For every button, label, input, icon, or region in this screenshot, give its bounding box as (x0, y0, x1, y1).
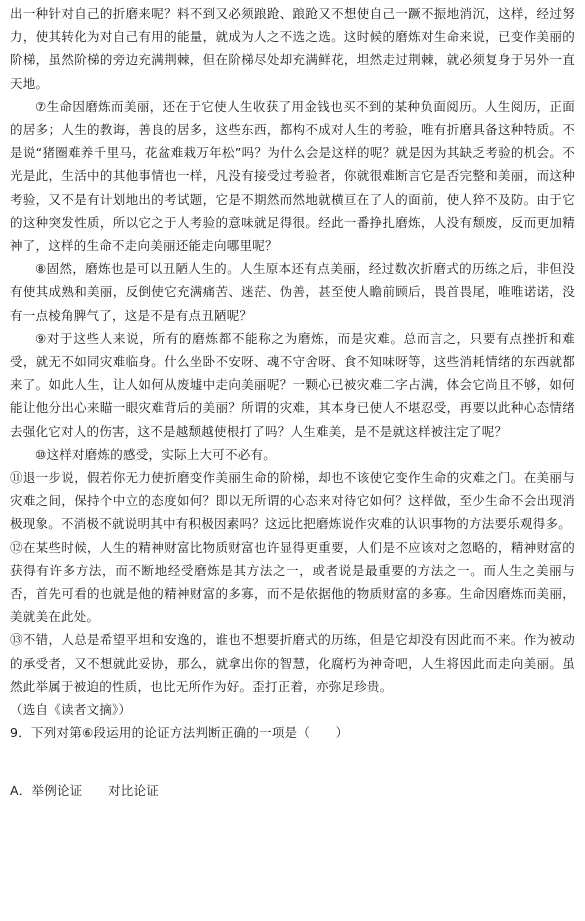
paragraph-8: ⑧固然，磨炼也是可以丑陋人生的。人生原本还有点美丽，经过数次折磨式的历练之后，非但没有使其成熟和美丽，反倒使它充满痛苦、迷茫、伪善，甚至使人瞻前顾后，畏首畏尾，唯唯诺诺，没有一点棱角脾气了，这是不是有点丑陋呢？ (10, 261, 575, 323)
paragraph-continued: 出一种针对自己的折磨来呢？料不到又必须踉跄、踉跄又不想使自己一蹶不振地消沉，这样，经过努力，使其转化为对自己有用的能量，就成为人之不选之选。这时候的磨炼对生命来说，已变作美丽的阶梯，虽然阶梯的旁边充满荆棘，但在阶梯尽处却充满鲜花，坦然走过荆棘，就必须复身于另外一直天地。 (10, 6, 575, 91)
paragraph-11: ⑪退一步说，假若你无力使折磨变作美丽生命的阶梯，却也不该使它变作生命的灾难之门。在美丽与灾难之间，保持个中立的态度如何？即以无所谓的心态来对待它如何？这样做，至少生命不会出现消极现象。不消极不就说明其中有积极因素吗？这远比把磨炼说作灾难的认识事物的方法要乐观得多。 (10, 470, 575, 532)
question-stem: 9．下列对第⑥段运用的论证方法判断正确的一项是（ ） (10, 725, 349, 741)
option-a: A．举例论证 对比论证 (10, 782, 160, 798)
paragraph-7: ⑦生命因磨炼而美丽，还在于它使人生收获了用金钱也买不到的某种负面阅历。人生阅历，正面的居多；人生的教诲，善良的居多，这些东西，都构不成对人生的考验，唯有折磨具备这种特质。不是说“猪圈难养千里马，花盆难栽万年松”吗？为什么会是这样的呢？就是因为其缺乏考验的机会。不光是此，生活中的其他事情也一样，凡没有接受过考验者，你就很难断言它是否完整和美丽，而这种考验，又不是有计划地出的考试题，它是不期然而然地就横亘在了人的面前，使人猝不及防。由于它的这种突发性质，所以它之于人考验的意味就足得很。经此一番挣扎磨炼，人没有颓废，反而更加精神了，这样的生命不走向美丽还能走向哪里呢？ (10, 98, 575, 254)
spacer (10, 745, 575, 779)
paragraph-9: ⑨对于这些人来说，所有的磨炼都不能称之为磨炼，而是灾难。总而言之，只要有点挫折和难受，就无不如同灾难临身。什么坐卧不安呀、魂不守舍呀、食不知味呀等，这些消耗情绪的东西就都来了。如此人生，让人如何从废墟中走向美丽呢？一颗心已被灾难二字占满，体会它尚且不够，如何能让他分出心来瞄一眼灾难背后的美丽？所谓的灾难，其本身已使人不堪忍受，再要以此种心态情绪去强化它对人的伤害，这不是越颓越使根打了吗？人生难美，是不是就这样被注定了呢？ (10, 330, 575, 439)
paragraph-13: ⑬不错，人总是希望平坦和安逸的，谁也不想要折磨式的历练，但是它却没有因此而不来。作为被动的承受者，又不想就此妥协，那么，就拿出你的智慧，化腐朽为神奇吧，人生将因此而走向美丽。虽然此举属于被迫的性质，也比无所作为好。歪打正着，亦弥足珍贵。 (10, 632, 575, 694)
paragraph-12: ⑫在某些时候，人生的精神财富比物质财富也许显得更重要，人们是不应该对之忽略的，精神财富的获得有许多方法，而不断地经受磨炼是其方法之一，或者说是最重要的方法之一。而人生之美丽与否，首先可看的也就是他的精神财富的多寡，而不是依据他的物质财富的多寡。生命因磨炼而美丽，美就美在此处。 (10, 539, 575, 625)
paragraph-10: ⑩这样对磨炼的感受，实际上大可不必有。 (35, 446, 276, 462)
source-citation: （选自《读者文摘》） (10, 702, 132, 718)
